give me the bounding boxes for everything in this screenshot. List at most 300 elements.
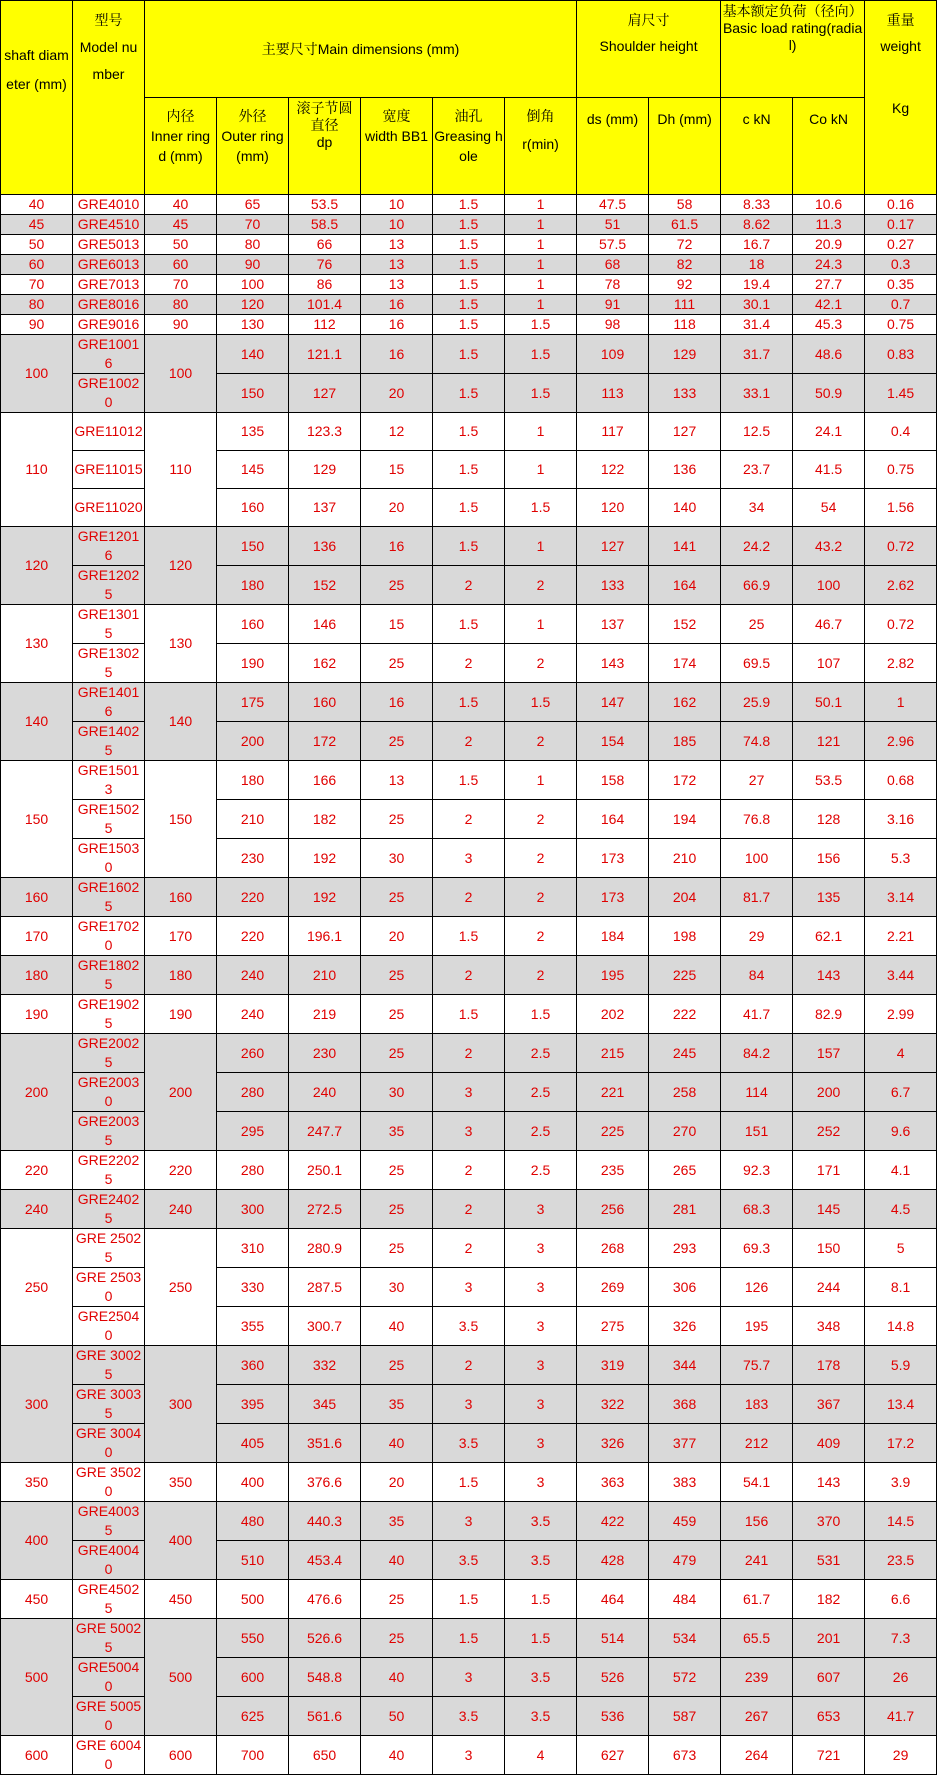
cell-c-load: 212 [721, 1424, 793, 1463]
cell-width: 13 [361, 235, 433, 255]
cell-shaft-diameter: 100 [1, 335, 73, 413]
cell-chamfer: 2 [505, 878, 577, 917]
cell-dh: 129 [649, 335, 721, 374]
cell-roller-pitch: 166 [289, 761, 361, 800]
cell-outer-ring: 510 [217, 1541, 289, 1580]
cell-chamfer: 2 [505, 800, 577, 839]
cell-inner-ring: 500 [145, 1619, 217, 1736]
cell-co-load: 156 [793, 839, 865, 878]
cell-weight: 3.16 [865, 800, 937, 839]
cell-ds: 269 [577, 1268, 649, 1307]
cell-dh: 141 [649, 527, 721, 566]
cell-weight: 4.5 [865, 1190, 937, 1229]
cell-weight: 2.21 [865, 917, 937, 956]
table-row [1, 215, 937, 235]
cell-chamfer: 3 [505, 1229, 577, 1268]
cell-inner-ring: 60 [145, 255, 217, 275]
cell-model-number: GRE19025 [73, 995, 145, 1034]
cell-greasing-hole: 1.5 [433, 335, 505, 374]
cell-co-load: 100 [793, 566, 865, 605]
outer-cn: 外径 [238, 108, 267, 124]
cell-co-load: 41.5 [793, 451, 865, 489]
model-label-en: Model number [79, 39, 138, 82]
cell-dh: 572 [649, 1658, 721, 1697]
table-row [1, 683, 937, 722]
cell-roller-pitch: 219 [289, 995, 361, 1034]
cell-roller-pitch: 272.5 [289, 1190, 361, 1229]
cell-roller-pitch: 476.6 [289, 1580, 361, 1619]
cell-outer-ring: 260 [217, 1034, 289, 1073]
load-label-en: Basic load rating(radial) [722, 20, 863, 53]
table-row [1, 255, 937, 275]
cell-model-number: GRE14016 [73, 683, 145, 722]
weight-label-cn: 重量 [886, 12, 915, 28]
cell-greasing-hole: 1.5 [433, 413, 505, 451]
cell-model-number: GRE40040 [73, 1541, 145, 1580]
cell-outer-ring: 190 [217, 644, 289, 683]
cell-ds: 122 [577, 451, 649, 489]
cell-roller-pitch: 86 [289, 275, 361, 295]
subcol-chamfer [505, 98, 577, 195]
cell-c-load: 61.7 [721, 1580, 793, 1619]
cell-co-load: 157 [793, 1034, 865, 1073]
cell-greasing-hole: 3 [433, 1736, 505, 1775]
cell-width: 20 [361, 489, 433, 527]
subcol-inner-ring [145, 98, 217, 195]
col-basic-load-rating [721, 1, 865, 98]
cell-ds: 143 [577, 644, 649, 683]
cell-dh: 140 [649, 489, 721, 527]
table-row [1, 1151, 937, 1190]
cell-chamfer: 1.5 [505, 489, 577, 527]
load-label-cn: 基本额定负荷（径向） [722, 3, 863, 19]
cell-ds: 164 [577, 800, 649, 839]
cell-ds: 275 [577, 1307, 649, 1346]
cell-greasing-hole: 2 [433, 956, 505, 995]
cell-c-load: 65.5 [721, 1619, 793, 1658]
cell-c-load: 92.3 [721, 1151, 793, 1190]
cell-roller-pitch: 287.5 [289, 1268, 361, 1307]
cell-roller-pitch: 280.9 [289, 1229, 361, 1268]
cell-width: 13 [361, 255, 433, 275]
cell-roller-pitch: 230 [289, 1034, 361, 1073]
cell-dh: 245 [649, 1034, 721, 1073]
cell-outer-ring: 405 [217, 1424, 289, 1463]
cell-co-load: 24.1 [793, 413, 865, 451]
cell-dh: 306 [649, 1268, 721, 1307]
cell-chamfer: 2 [505, 917, 577, 956]
cell-c-load: 18 [721, 255, 793, 275]
cell-c-load: 74.8 [721, 722, 793, 761]
cell-width: 40 [361, 1307, 433, 1346]
cell-dh: 127 [649, 413, 721, 451]
cell-co-load: 82.9 [793, 995, 865, 1034]
cell-width: 25 [361, 1346, 433, 1385]
cell-c-load: 76.8 [721, 800, 793, 839]
cell-model-number: GRE 35020 [73, 1463, 145, 1502]
cell-model-number: GRE18025 [73, 956, 145, 995]
table-row [1, 917, 937, 956]
cell-co-load: 53.5 [793, 761, 865, 800]
cell-dh: 136 [649, 451, 721, 489]
cell-width: 10 [361, 215, 433, 235]
cell-outer-ring: 295 [217, 1112, 289, 1151]
cell-chamfer: 2.5 [505, 1151, 577, 1190]
cell-c-load: 239 [721, 1658, 793, 1697]
cell-ds: 113 [577, 374, 649, 413]
cell-c-load: 16.7 [721, 235, 793, 255]
cell-c-load: 264 [721, 1736, 793, 1775]
cell-weight: 1.45 [865, 374, 937, 413]
table-row [1, 1229, 937, 1268]
shoulder-label-en: Shoulder height [599, 38, 698, 54]
cell-chamfer: 2 [505, 566, 577, 605]
table-row [1, 374, 937, 413]
cell-shaft-diameter: 200 [1, 1034, 73, 1151]
cell-co-load: 370 [793, 1502, 865, 1541]
cell-model-number: GRE4510 [73, 215, 145, 235]
cell-roller-pitch: 53.5 [289, 195, 361, 215]
cell-c-load: 84.2 [721, 1034, 793, 1073]
cell-c-load: 75.7 [721, 1346, 793, 1385]
cell-co-load: 348 [793, 1307, 865, 1346]
cell-c-load: 19.4 [721, 275, 793, 295]
greasing-cn: 油孔 [454, 108, 483, 124]
cell-dh: 383 [649, 1463, 721, 1502]
cell-weight: 5 [865, 1229, 937, 1268]
cell-co-load: 150 [793, 1229, 865, 1268]
cell-ds: 68 [577, 255, 649, 275]
subcol-roller-pitch [289, 98, 361, 195]
subcol-width [361, 98, 433, 195]
chamfer-cn: 倒角 [526, 108, 555, 124]
cell-dh: 377 [649, 1424, 721, 1463]
cell-ds: 464 [577, 1580, 649, 1619]
table-row [1, 995, 937, 1034]
cell-outer-ring: 200 [217, 722, 289, 761]
cell-co-load: 128 [793, 800, 865, 839]
cell-chamfer: 1 [505, 235, 577, 255]
cell-shaft-diameter: 60 [1, 255, 73, 275]
cell-greasing-hole: 3.5 [433, 1424, 505, 1463]
cell-greasing-hole: 1.5 [433, 1463, 505, 1502]
cell-c-load: 54.1 [721, 1463, 793, 1502]
cell-width: 40 [361, 1736, 433, 1775]
cell-dh: 172 [649, 761, 721, 800]
cell-weight: 4 [865, 1034, 937, 1073]
table-row [1, 1424, 937, 1463]
cell-width: 13 [361, 761, 433, 800]
cell-width: 35 [361, 1112, 433, 1151]
cell-dh: 587 [649, 1697, 721, 1736]
cell-outer-ring: 625 [217, 1697, 289, 1736]
cell-roller-pitch: 650 [289, 1736, 361, 1775]
cell-dh: 82 [649, 255, 721, 275]
cell-shaft-diameter: 70 [1, 275, 73, 295]
cell-co-load: 50.1 [793, 683, 865, 722]
cell-model-number: GRE15013 [73, 761, 145, 800]
cell-ds: 235 [577, 1151, 649, 1190]
cell-outer-ring: 230 [217, 839, 289, 878]
cell-model-number: GRE20025 [73, 1034, 145, 1073]
cell-model-number: GRE 50050 [73, 1697, 145, 1736]
cell-width: 25 [361, 956, 433, 995]
cell-roller-pitch: 210 [289, 956, 361, 995]
cell-greasing-hole: 1.5 [433, 527, 505, 566]
cell-width: 25 [361, 722, 433, 761]
cell-outer-ring: 600 [217, 1658, 289, 1697]
cell-width: 16 [361, 683, 433, 722]
weight-unit: Kg [892, 100, 910, 116]
cell-chamfer: 3 [505, 1463, 577, 1502]
cell-width: 25 [361, 1034, 433, 1073]
cell-co-load: 244 [793, 1268, 865, 1307]
cell-shaft-diameter: 110 [1, 413, 73, 527]
cell-dh: 162 [649, 683, 721, 722]
cell-model-number: GRE11012 [73, 413, 145, 451]
cell-weight: 0.68 [865, 761, 937, 800]
cell-outer-ring: 280 [217, 1073, 289, 1112]
cell-model-number: GRE11020 [73, 489, 145, 527]
cell-outer-ring: 220 [217, 878, 289, 917]
cell-chamfer: 1.5 [505, 1580, 577, 1619]
cell-ds: 173 [577, 878, 649, 917]
cell-shaft-diameter: 140 [1, 683, 73, 761]
table-row [1, 1346, 937, 1385]
table-row [1, 1736, 937, 1775]
cell-outer-ring: 500 [217, 1580, 289, 1619]
cell-roller-pitch: 162 [289, 644, 361, 683]
cell-chamfer: 3.5 [505, 1697, 577, 1736]
cell-weight: 8.1 [865, 1268, 937, 1307]
cell-co-load: 107 [793, 644, 865, 683]
cell-co-load: 10.6 [793, 195, 865, 215]
table-row [1, 413, 937, 451]
cell-roller-pitch: 247.7 [289, 1112, 361, 1151]
cell-ds: 256 [577, 1190, 649, 1229]
cell-weight: 17.2 [865, 1424, 937, 1463]
cell-co-load: 721 [793, 1736, 865, 1775]
cell-chamfer: 1 [505, 605, 577, 644]
cell-model-number: GRE20035 [73, 1112, 145, 1151]
table-row [1, 527, 937, 566]
cell-weight: 23.5 [865, 1541, 937, 1580]
cell-model-number: GRE9016 [73, 315, 145, 335]
cell-ds: 221 [577, 1073, 649, 1112]
cell-dh: 92 [649, 275, 721, 295]
cell-co-load: 48.6 [793, 335, 865, 374]
cell-c-load: 23.7 [721, 451, 793, 489]
cell-outer-ring: 100 [217, 275, 289, 295]
cell-roller-pitch: 152 [289, 566, 361, 605]
cell-greasing-hole: 1.5 [433, 255, 505, 275]
cell-dh: 152 [649, 605, 721, 644]
cell-ds: 514 [577, 1619, 649, 1658]
cell-width: 30 [361, 1268, 433, 1307]
subcol-outer-ring [217, 98, 289, 195]
cell-model-number: GRE6013 [73, 255, 145, 275]
cell-roller-pitch: 250.1 [289, 1151, 361, 1190]
main-dims-label-en: Main dimensions (mm) [317, 41, 460, 57]
cell-roller-pitch: 196.1 [289, 917, 361, 956]
cell-greasing-hole: 2 [433, 722, 505, 761]
cell-chamfer: 1 [505, 761, 577, 800]
cell-model-number: GRE4010 [73, 195, 145, 215]
cell-inner-ring: 80 [145, 295, 217, 315]
table-row [1, 451, 937, 489]
cell-co-load: 62.1 [793, 917, 865, 956]
cell-chamfer: 1.5 [505, 374, 577, 413]
table-row [1, 566, 937, 605]
cell-dh: 185 [649, 722, 721, 761]
cell-inner-ring: 50 [145, 235, 217, 255]
cell-width: 40 [361, 1424, 433, 1463]
cell-chamfer: 3.5 [505, 1658, 577, 1697]
cell-c-load: 84 [721, 956, 793, 995]
cell-weight: 3.44 [865, 956, 937, 995]
cell-c-load: 25.9 [721, 683, 793, 722]
cell-width: 30 [361, 1073, 433, 1112]
dp-cn: 滚子节圆直径 [296, 100, 353, 133]
cell-c-load: 114 [721, 1073, 793, 1112]
cell-greasing-hole: 2 [433, 878, 505, 917]
cell-weight: 3.9 [865, 1463, 937, 1502]
cell-roller-pitch: 561.6 [289, 1697, 361, 1736]
cell-c-load: 12.5 [721, 413, 793, 451]
cell-c-load: 267 [721, 1697, 793, 1736]
table-row [1, 1463, 937, 1502]
cell-outer-ring: 145 [217, 451, 289, 489]
cell-dh: 174 [649, 644, 721, 683]
cell-model-number: GRE 25030 [73, 1268, 145, 1307]
cell-c-load: 31.4 [721, 315, 793, 335]
cell-shaft-diameter: 220 [1, 1151, 73, 1190]
cell-ds: 363 [577, 1463, 649, 1502]
cell-greasing-hole: 3 [433, 1502, 505, 1541]
cell-inner-ring: 600 [145, 1736, 217, 1775]
cell-shaft-diameter: 90 [1, 315, 73, 335]
cell-dh: 265 [649, 1151, 721, 1190]
cell-chamfer: 2 [505, 644, 577, 683]
cell-model-number: GRE17020 [73, 917, 145, 956]
cell-roller-pitch: 526.6 [289, 1619, 361, 1658]
cell-outer-ring: 330 [217, 1268, 289, 1307]
cell-greasing-hole: 2 [433, 800, 505, 839]
cell-co-load: 46.7 [793, 605, 865, 644]
cell-weight: 14.8 [865, 1307, 937, 1346]
cell-weight: 1 [865, 683, 937, 722]
table-row [1, 1580, 937, 1619]
cell-outer-ring: 140 [217, 335, 289, 374]
cell-model-number: GRE50040 [73, 1658, 145, 1697]
co-label: Co kN [809, 111, 849, 127]
cell-greasing-hole: 1.5 [433, 295, 505, 315]
cell-chamfer: 3.5 [505, 1502, 577, 1541]
cell-dh: 133 [649, 374, 721, 413]
cell-outer-ring: 80 [217, 235, 289, 255]
cell-width: 40 [361, 1541, 433, 1580]
width-en: width BB1 [364, 128, 429, 144]
cell-roller-pitch: 548.8 [289, 1658, 361, 1697]
cell-ds: 326 [577, 1424, 649, 1463]
cell-weight: 41.7 [865, 1697, 937, 1736]
cell-chamfer: 2 [505, 839, 577, 878]
dh-label: Dh (mm) [657, 111, 712, 127]
cell-weight: 0.83 [865, 335, 937, 374]
cell-weight: 1.56 [865, 489, 937, 527]
cell-ds: 147 [577, 683, 649, 722]
cell-co-load: 201 [793, 1619, 865, 1658]
cell-dh: 222 [649, 995, 721, 1034]
cell-co-load: 43.2 [793, 527, 865, 566]
cell-roller-pitch: 66 [289, 235, 361, 255]
cell-c-load: 100 [721, 839, 793, 878]
cell-width: 15 [361, 451, 433, 489]
cell-roller-pitch: 136 [289, 527, 361, 566]
cell-chamfer: 3 [505, 1307, 577, 1346]
cell-ds: 47.5 [577, 195, 649, 215]
cell-width: 12 [361, 413, 433, 451]
cell-co-load: 50.9 [793, 374, 865, 413]
cell-ds: 133 [577, 566, 649, 605]
cell-roller-pitch: 121.1 [289, 335, 361, 374]
cell-model-number: GRE11015 [73, 451, 145, 489]
cell-ds: 322 [577, 1385, 649, 1424]
cell-chamfer: 1 [505, 195, 577, 215]
cell-dh: 484 [649, 1580, 721, 1619]
cell-roller-pitch: 129 [289, 451, 361, 489]
cell-greasing-hole: 2 [433, 1034, 505, 1073]
cell-ds: 98 [577, 315, 649, 335]
col-shoulder-height [577, 1, 721, 98]
cell-width: 50 [361, 1697, 433, 1736]
cell-outer-ring: 300 [217, 1190, 289, 1229]
cell-model-number: GRE 50025 [73, 1619, 145, 1658]
cell-outer-ring: 160 [217, 605, 289, 644]
cell-weight: 29 [865, 1736, 937, 1775]
subcol-dh [649, 98, 721, 195]
table-row [1, 1541, 937, 1580]
cell-outer-ring: 180 [217, 566, 289, 605]
weight-label-en: weight [880, 38, 921, 54]
cell-ds: 195 [577, 956, 649, 995]
cell-greasing-hole: 3 [433, 839, 505, 878]
cell-roller-pitch: 192 [289, 839, 361, 878]
cell-shaft-diameter: 250 [1, 1229, 73, 1346]
cell-greasing-hole: 1.5 [433, 315, 505, 335]
cell-weight: 3.14 [865, 878, 937, 917]
cell-roller-pitch: 127 [289, 374, 361, 413]
cell-roller-pitch: 123.3 [289, 413, 361, 451]
cell-chamfer: 2 [505, 722, 577, 761]
cell-roller-pitch: 101.4 [289, 295, 361, 315]
cell-ds: 78 [577, 275, 649, 295]
cell-ds: 109 [577, 335, 649, 374]
cell-co-load: 121 [793, 722, 865, 761]
cell-shaft-diameter: 400 [1, 1502, 73, 1580]
cell-greasing-hole: 1.5 [433, 215, 505, 235]
cell-co-load: 531 [793, 1541, 865, 1580]
cell-width: 16 [361, 295, 433, 315]
cell-outer-ring: 220 [217, 917, 289, 956]
shoulder-label-cn: 肩尺寸 [627, 12, 670, 28]
cell-c-load: 241 [721, 1541, 793, 1580]
cell-roller-pitch: 351.6 [289, 1424, 361, 1463]
cell-dh: 326 [649, 1307, 721, 1346]
cell-chamfer: 1 [505, 527, 577, 566]
table-row [1, 761, 937, 800]
table-row [1, 295, 937, 315]
